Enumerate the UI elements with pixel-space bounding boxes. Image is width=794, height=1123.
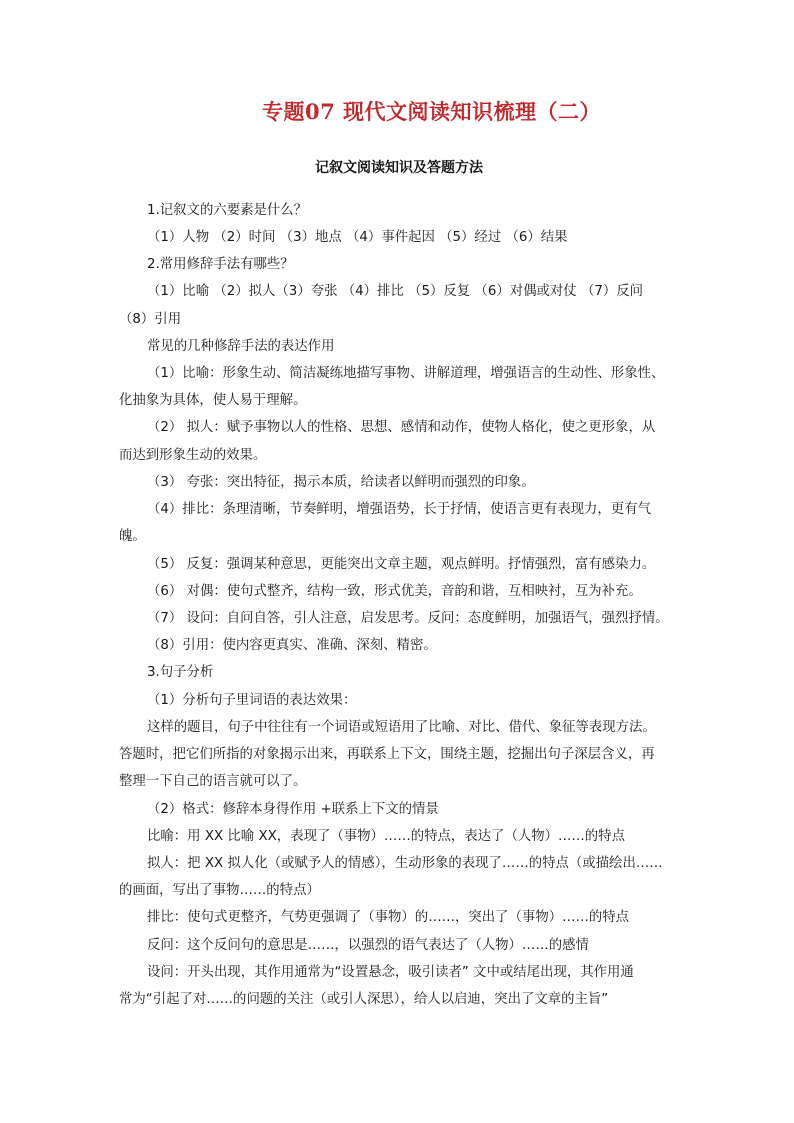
text-line: 常见的几种修辞手法的表达作用: [147, 339, 335, 354]
text-line: （6） 对偶：使句式整齐，结构一致，形式优美，音韵和谐，互相映衬，互为补充。: [147, 584, 642, 599]
text-line: 这样的题目，句子中往往有一个词语或短语用了比喻、对比、借代、象征等表现方法。: [147, 720, 656, 735]
text-line: （1）分析句子里词语的表达效果：: [147, 693, 357, 708]
text-line: （7） 设问：自问自答，引人注意，启发思考。反问：态度鲜明，加强语气，强烈抒情。: [147, 611, 669, 626]
text-line: 答题时，把它们所指的对象揭示出来，再联系上下文，围绕主题，挖掘出句子深层含义，再: [119, 747, 655, 762]
text-line: （1）比喻：形象生动、简洁凝练地描写事物、讲解道理，增强语言的生动性、形象性、: [147, 366, 665, 381]
text-line: （1）比喻 （2）拟人（3）夸张 （4）排比 （5）反复 （6）对偶或对仗 （7）反问: [147, 284, 644, 299]
text-line: 反问：这个反问句的意思是……，以强烈的语气表达了（人物）……的感情: [147, 938, 589, 953]
text-line: （3） 夸张：突出特征，揭示本质，给读者以鲜明而强烈的印象。: [147, 475, 535, 490]
section-subtitle: 记叙文阅读知识及答题方法: [315, 160, 483, 176]
text-line: 排比：使句式更整齐，气势更强调了（事物）的……，突出了（事物）……的特点: [147, 910, 630, 925]
text-line: （8）引用: [119, 312, 182, 327]
text-line: 2.常用修辞手法有哪些？: [147, 257, 294, 272]
text-line: 魄。: [119, 529, 146, 544]
text-line: （8）引用：使内容更真实、准确、深刻、精密。: [147, 638, 437, 653]
text-line: （2） 拟人：赋予事物以人的性格、思想、感情和动作，使物人格化，使之更形象，从: [147, 420, 656, 435]
text-line: 而达到形象生动的效果。: [119, 448, 267, 463]
text-line: （2）格式：修辞本身得作用 +联系上下文的情景: [147, 802, 439, 817]
text-line: （5） 反复：强调某种意思，更能突出文章主题，观点鲜明。抒情强烈，富有感染力。: [147, 557, 656, 572]
text-line: （4）排比：条理清晰，节奏鲜明，增强语势，长于抒情，使语言更有表现力，更有气: [147, 502, 651, 517]
text-line: 的画面，写出了事物……的特点）: [119, 883, 320, 898]
text-line: 比喻：用 XX 比喻 XX，表现了（事物）……的特点，表达了（人物）……的特点: [147, 829, 625, 844]
text-line: 整理一下自己的语言就可以了。: [119, 774, 307, 789]
text-line: （1）人物 （2）时间 （3）地点 （4）事件起因 （5）经过 （6）结果: [147, 230, 568, 245]
page-title: 专题07 现代文阅读知识梳理（二）: [262, 99, 602, 124]
text-line: 1.记叙文的六要素是什么？: [147, 203, 308, 218]
text-line: 3.句子分析: [147, 665, 214, 680]
text-line: 拟人：把 XX 拟人化（或赋予人的情感），生动形象的表现了……的特点（或描绘出……: [147, 856, 663, 871]
text-line: 设问：开头出现，其作用通常为“设置悬念，吸引读者” 文中或结尾出现，其作用通: [147, 965, 634, 980]
text-line: 常为“引起了对……的问题的关注（或引人深思），给人以启迪，突出了文章的主旨”: [119, 992, 609, 1007]
text-line: 化抽象为具体，使人易于理解。: [119, 393, 307, 408]
